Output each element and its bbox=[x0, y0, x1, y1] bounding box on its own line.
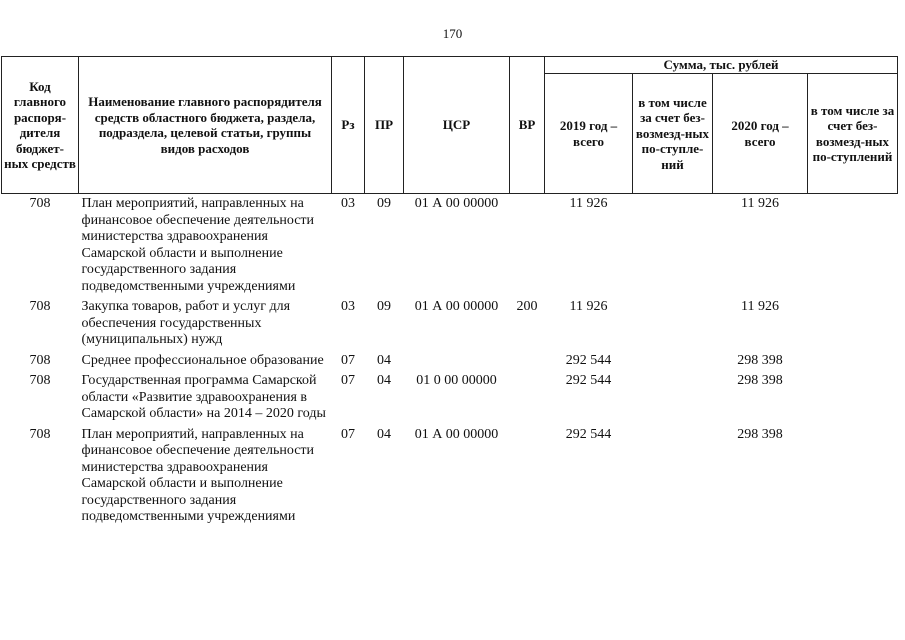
header-name: Наименование главного распорядителя средств областного бюджета, раздела, подраздела, целевой статьи, группы видов расходов bbox=[79, 57, 332, 194]
header-rz: Рз bbox=[332, 57, 365, 194]
cell-total-2019: 292 544 bbox=[565, 373, 612, 388]
table-row bbox=[2, 425, 898, 528]
header-total-2019: 2019 год – всего bbox=[545, 74, 633, 194]
cell-free-2020 bbox=[808, 297, 898, 351]
cell-free-2019 bbox=[633, 297, 713, 351]
table-row bbox=[2, 371, 898, 425]
cell-csr: 01 А 00 00000 bbox=[414, 299, 499, 314]
header-total-2020: 2020 год – всего bbox=[713, 74, 808, 194]
cell-total-2020: 298 398 bbox=[737, 373, 783, 388]
cell-code: 708 bbox=[29, 373, 51, 388]
cell-total-2019: 11 926 bbox=[569, 299, 608, 314]
cell-name: Закупка товаров, работ и услуг для обеспечения государственных (муниципальных) нужд bbox=[81, 299, 291, 347]
cell-pr: 04 bbox=[377, 352, 391, 368]
table-header bbox=[2, 57, 898, 194]
cell-free-2019 bbox=[633, 194, 713, 298]
cell-total-2020: 11 926 bbox=[741, 299, 779, 314]
cell-rz: 07 bbox=[341, 352, 355, 368]
header-pr: ПР bbox=[365, 57, 404, 194]
cell-total-2019: 11 926 bbox=[569, 196, 608, 211]
cell-rz: 03 bbox=[341, 196, 355, 211]
budget-table bbox=[1, 56, 898, 528]
cell-free-2020 bbox=[808, 194, 898, 298]
cell-vr bbox=[510, 194, 545, 298]
header-csr: ЦСР bbox=[404, 57, 510, 194]
header-sum-group: Сумма, тыс. рублей bbox=[545, 57, 898, 74]
header-code: Код главного распоря-дителя бюджет-ных средств bbox=[2, 57, 79, 194]
header-free-2020: в том числе за счет без-возмезд-ных по-ступлений bbox=[808, 74, 898, 194]
cell-vr bbox=[510, 371, 545, 425]
cell-free-2019 bbox=[633, 351, 713, 372]
cell-total-2020: 298 398 bbox=[737, 352, 783, 368]
cell-csr: 01 А 00 00000 bbox=[414, 196, 499, 211]
header-vr: ВР bbox=[510, 57, 545, 194]
cell-csr: 01 А 00 00000 bbox=[414, 426, 499, 442]
cell-pr: 04 bbox=[377, 426, 391, 442]
cell-vr bbox=[510, 425, 545, 528]
cell-free-2020 bbox=[808, 371, 898, 425]
cell-rz: 03 bbox=[341, 299, 355, 314]
cell-total-2019: 292 544 bbox=[565, 352, 612, 368]
cell-free-2019 bbox=[633, 371, 713, 425]
cell-code: 708 bbox=[29, 299, 51, 314]
table-row bbox=[2, 351, 898, 372]
table-row bbox=[2, 194, 898, 298]
cell-name: План мероприятий, направленных на финансовое обеспечение деятельности министерства здравоохранения Самарской области и выполнение государственного задания подведомственными учреждениями bbox=[81, 196, 315, 294]
cell-free-2019 bbox=[633, 425, 713, 528]
cell-vr bbox=[510, 351, 545, 372]
table-row bbox=[2, 297, 898, 351]
cell-total-2020: 298 398 bbox=[737, 426, 783, 442]
cell-vr: 200 bbox=[516, 299, 538, 314]
table-body bbox=[2, 194, 898, 528]
cell-rz: 07 bbox=[341, 426, 355, 442]
cell-total-2019: 292 544 bbox=[565, 426, 612, 442]
cell-rz: 07 bbox=[341, 373, 355, 388]
cell-code: 708 bbox=[29, 196, 51, 211]
cell-name: План мероприятий, направленных на финансовое обеспечение деятельности министерства здравоохранения Самарской области и выполнение государственного задания подведомственными учреждениями bbox=[81, 426, 315, 524]
cell-pr: 09 bbox=[377, 299, 391, 314]
cell-csr bbox=[404, 351, 510, 372]
cell-total-2020: 11 926 bbox=[741, 196, 779, 211]
page-number: 170 bbox=[442, 26, 463, 41]
cell-code: 708 bbox=[29, 426, 51, 442]
cell-name: Среднее профессиональное образование bbox=[81, 352, 324, 368]
cell-csr: 01 0 00 00000 bbox=[416, 373, 497, 388]
cell-code: 708 bbox=[29, 352, 51, 368]
cell-pr: 09 bbox=[377, 196, 391, 211]
cell-pr: 04 bbox=[377, 373, 391, 388]
cell-name: Государственная программа Самарской области «Развитие здравоохранения в Самарской области» на 2014 – 2020 годы bbox=[81, 373, 326, 421]
header-free-2019: в том числе за счет без-возмезд-ных по-ступле-ний bbox=[633, 74, 713, 194]
cell-free-2020 bbox=[808, 351, 898, 372]
cell-free-2020 bbox=[808, 425, 898, 528]
